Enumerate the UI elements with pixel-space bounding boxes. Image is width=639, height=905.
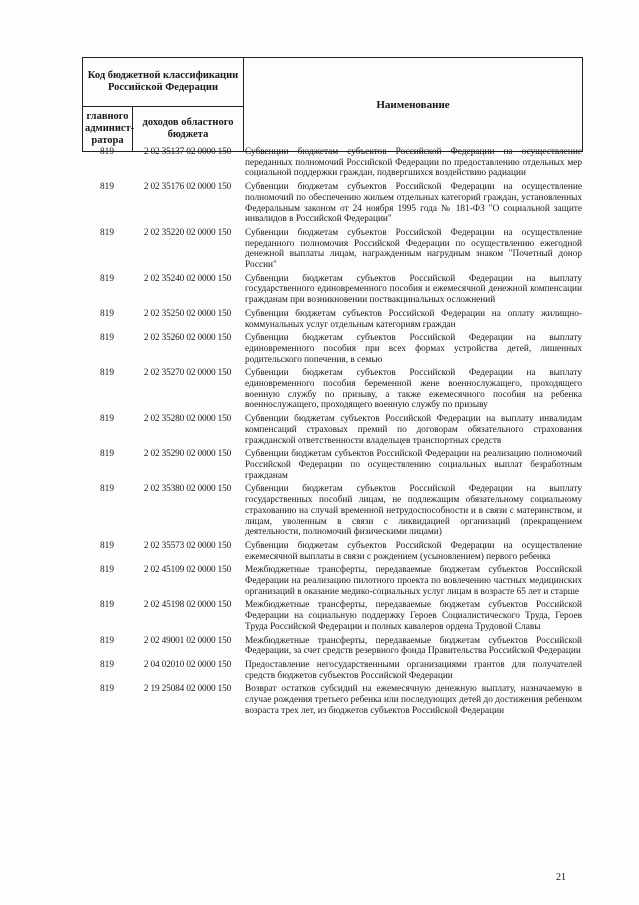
income-code-cell: 2 02 35380 02 0000 150 [143,484,232,495]
admin-code-cell: 819 [100,368,114,379]
name-cell: Межбюджетные трансферты, передаваемые бюджетам субъектов Российской Федерации на реализацию пилотного проекта по вовлечению частных медицинских организаций в оказание медико-социальных услуг лицам в возрасте 65 лет и старше [245,565,582,597]
name-cell: Субвенции бюджетам субъектов Российской Федерации на осуществление ежемесячной выплаты в связи с рождением (усыновлением) первого ребенка [245,540,582,562]
table-row [82,368,582,411]
admin-code-cell: 819 [100,684,114,695]
admin-code-cell: 819 [100,308,114,319]
income-code-cell: 2 02 35176 02 0000 150 [143,182,232,193]
admin-code-cell: 819 [100,414,114,425]
income-code-cell: 2 02 35137 02 0000 150 [143,147,232,157]
admin-code-cell: 819 [100,182,114,193]
table-row [82,484,582,538]
table-row [82,228,582,271]
income-code-cell: 2 02 35573 02 0000 150 [143,540,232,551]
table-row [82,182,582,225]
table-body [82,147,582,719]
admin-code-cell: 819 [100,540,114,551]
income-code-cell: 2 02 35280 02 0000 150 [143,414,232,425]
name-cell: Межбюджетные трансферты, передаваемые бюджетам субъектов Российской Федерации, за счет средств резервного фонда Правительства Российской Федерации [245,635,582,657]
table-row [82,147,582,179]
admin-code-cell: 819 [100,227,114,238]
income-code-cell: 2 02 35250 02 0000 150 [143,308,232,319]
name-cell: Субвенции бюджетам субъектов Российской Федерации на осуществление полномочий по обеспечению жильем отдельных категорий граждан, установленных Федеральным законом от 24 ноября 1995 года № 181-ФЗ "О социальной защите инвалидов в Российской Федерации" [245,182,582,225]
header-admin: главного админист-ратора [83,107,133,152]
header-name: Наименование [244,58,583,152]
table-row [82,660,582,681]
admin-code-cell: 819 [100,147,114,157]
name-cell: Субвенции бюджетам субъектов Российской Федерации на реализацию полномочий Российской Федерации по осуществлению социальных выплат безработным гражданам [245,449,582,481]
name-cell: Субвенции бюджетам субъектов Российской Федерации на оплату жилищно-коммунальных услуг отдельным категориям граждан [245,308,582,330]
table-row [82,636,582,657]
table-row [82,565,582,597]
name-cell: Субвенции бюджетам субъектов Российской Федерации на осуществление переданных полномочий Российской Федерации по предоставлению отдельных мер социальной поддержки граждан, подвергшихся воздействию радиации [245,147,582,179]
admin-code-cell: 819 [100,273,114,284]
admin-code-cell: 819 [100,484,114,495]
table-row [82,449,582,481]
admin-code-cell: 819 [100,449,114,460]
name-cell: Предоставление негосударственными организациями грантов для получателей средств бюджетов субъектов Российской Федерации [245,659,582,681]
admin-code-cell: 819 [100,635,114,646]
name-cell: Субвенции бюджетам субъектов Российской Федерации на осуществление переданного полномочия Российской Федерации по осуществлению ежегодной денежной выплаты лицам, награжденным нагрудным знаком "Почетный донор России" [245,227,582,271]
name-cell: Межбюджетные трансферты, передаваемые бюджетам субъектов Российской Федерации на социальную поддержку Героев Социалистического Труда, Героев Труда Российской Федерации и полных кавалеров ордена Трудовой Славы [245,600,582,632]
table-row [82,600,582,632]
page-number: 21 [556,872,566,883]
admin-code-cell: 819 [100,565,114,576]
income-code-cell: 2 04 02010 02 0000 150 [143,659,232,670]
income-code-cell: 2 02 35270 02 0000 150 [143,368,232,379]
income-code-cell: 2 19 25084 02 0000 150 [143,684,232,695]
admin-code-cell: 819 [100,600,114,611]
name-cell: Субвенции бюджетам субъектов Российской Федерации на выплату единовременного пособия при всех формах устройства детей, лишенных родительского попечения, в семью [245,333,582,365]
name-cell: Субвенции бюджетам субъектов Российской Федерации на выплату государственного единовременного пособия и ежемесячной денежной компенсации гражданам при возникновении поствакцинальных осложнений [245,273,582,306]
name-cell: Субвенции бюджетам субъектов Российской Федерации на выплату единовременного пособия беременной жене военнослужащего, проходящего военную службу по призыву, а также ежемесячного пособия на ребенка военнослужащего, проходящего военную службу по призыву [245,368,582,411]
name-cell: Субвенции бюджетам субъектов Российской Федерации на выплату инвалидам компенсаций страховых премий по договорам обязательного страхования гражданской ответственности владельцев транспортных средств [245,414,582,446]
table-header [82,57,583,152]
table-row [82,309,582,330]
table-row [82,541,582,562]
table-row [82,333,582,365]
income-code-cell: 2 02 35290 02 0000 150 [143,449,232,460]
income-code-cell: 2 02 35240 02 0000 150 [143,273,232,284]
header-income: доходов областного бюджета [133,107,244,152]
income-code-cell: 2 02 35220 02 0000 150 [143,227,232,238]
header-kbk: Код бюджетной классификации Российской Федерации [83,58,244,107]
income-code-cell: 2 02 45198 02 0000 150 [143,600,232,611]
name-cell: Субвенции бюджетам субъектов Российской Федерации на выплату государственных пособий лицам, не подлежащим обязательному социальному страхованию на случай временной нетрудоспособности и в связи с материнством, и лицам, уволенным в связи с ликвидацией организаций (прекращением деятельности, полномочий физическими лицами) [245,484,582,538]
admin-code-cell: 819 [100,659,114,670]
name-cell: Возврат остатков субсидий на ежемесячную денежную выплату, назначаемую в случае рождения третьего ребенка или последующих детей до достижения ребенком возраста трех лет, из бюджетов субъектов Российской Федерации [245,684,582,716]
table-row [82,414,582,446]
table-row [82,274,582,306]
income-code-cell: 2 02 45109 02 0000 150 [143,565,232,576]
income-code-cell: 2 02 35260 02 0000 150 [143,333,232,344]
table-row [82,684,582,716]
admin-code-cell: 819 [100,333,114,344]
income-code-cell: 2 02 49001 02 0000 150 [143,635,232,646]
